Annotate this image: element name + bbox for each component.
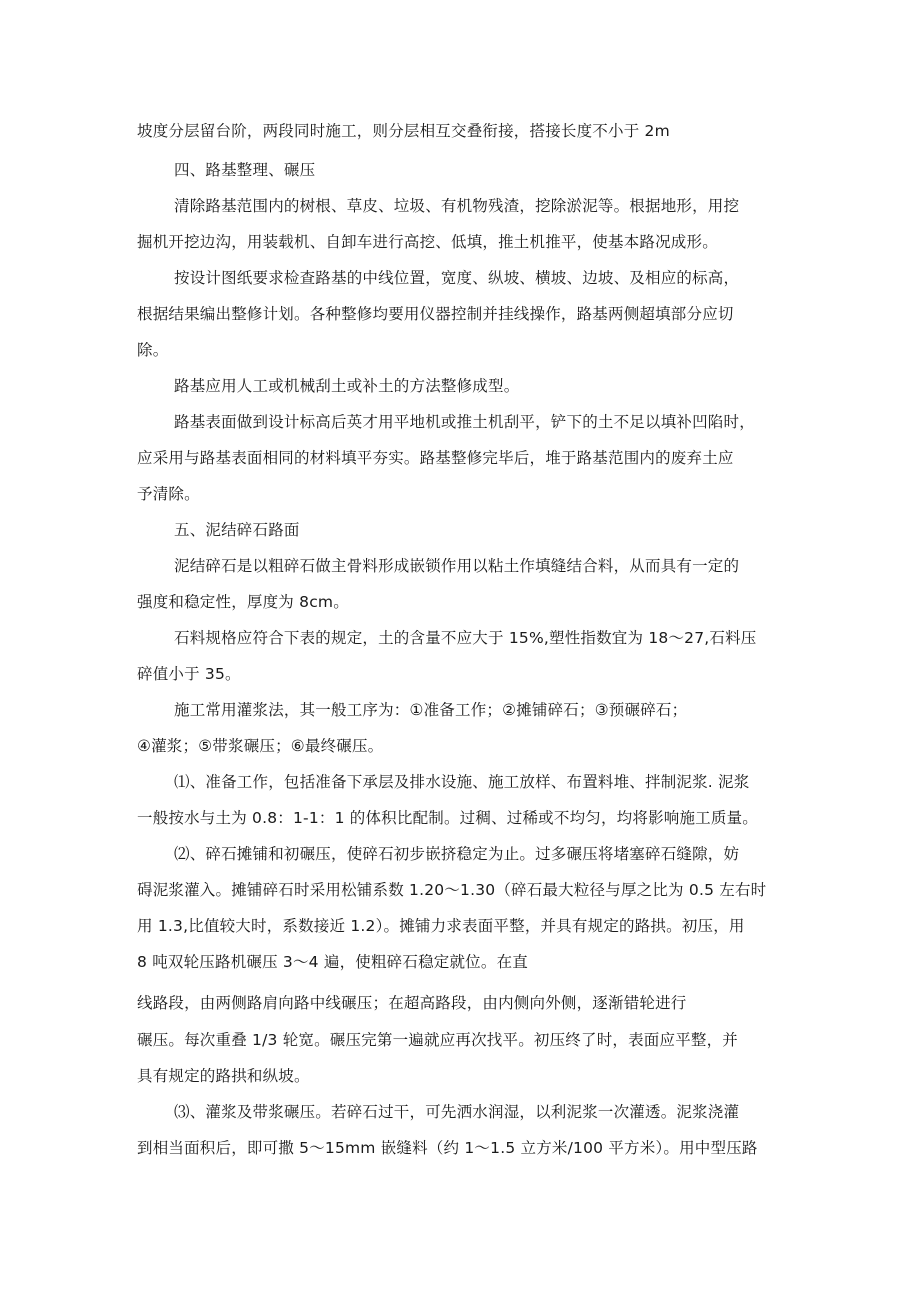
text-line: 一般按水与土为 0.8：1-1：1 的体积比配制。过稠、过稀或不均匀，均将影响施工质量。: [137, 809, 758, 827]
text-line: 除。: [137, 341, 169, 359]
section-heading: 五、泥结碎石路面: [174, 521, 300, 539]
text-line: 路基表面做到设计标高后英才用平地机或推土机刮平，铲下的土不足以填补凹陷时，: [174, 413, 755, 431]
text-line: 施工常用灌浆法，其一般工序为：①准备工作；②摊铺碎石；③预碾碎石；: [174, 701, 688, 719]
section-heading: 四、路基整理、碾压: [174, 161, 316, 179]
text-line: 石料规格应符合下表的规定，土的含量不应大于 15%,塑性指数宜为 18〜27,石料压: [174, 629, 757, 647]
text-line: 按设计图纸要求检查路基的中线位置，宽度、纵坡、横坡、边坡、及相应的标高，: [174, 269, 740, 287]
text-line: 碎值小于 35。: [137, 665, 241, 683]
text-line: 路基应用人工或机械刮土或补土的方法整修成型。: [174, 377, 520, 395]
text-line: 用 1.3,比值较大时，系数接近 1.2）。摊铺力求表面平整，并具有规定的路拱。初压，用: [137, 917, 745, 935]
text-line: 坡度分层留台阶，两段同时施工，则分层相互交叠衔接，搭接长度不小于 2m: [137, 122, 670, 140]
text-line: 应采用与路基表面相同的材料填平夯实。路基整修完毕后，堆于路基范围内的废弃土应: [137, 449, 734, 467]
text-line: 清除路基范围内的树根、草皮、垃圾、有机物残渣，挖除淤泥等。根据地形，用挖: [174, 197, 740, 215]
text-line: 根据结果编出整修计划。各种整修均要用仪器控制并挂线操作，路基两侧超填部分应切: [137, 305, 734, 323]
text-line: 予清除。: [137, 485, 200, 503]
text-line: 具有规定的路拱和纵坡。: [137, 1067, 310, 1085]
text-line: 强度和稳定性，厚度为 8cm。: [137, 593, 349, 611]
text-line: 掘机开挖边沟，用装载机、自卸车进行高挖、低填，推土机推平，使基本路况成形。: [137, 233, 718, 251]
text-line: ⑵、碎石摊铺和初碾压，使碎石初步嵌挤稳定为止。过多碾压将堵塞碎石缝隙，妨: [174, 845, 740, 863]
text-line: ⑶、灌浆及带浆碾压。若碎石过干，可先洒水润湿，以利泥浆一次灌透。泥浆浇灌: [174, 1103, 740, 1121]
text-line: 碾压。每次重叠 1/3 轮宽。碾压完第一遍就应再次找平。初压终了时，表面应平整，并: [137, 1031, 739, 1049]
text-line: ④灌浆；⑤带浆碾压；⑥最终碾压。: [137, 737, 384, 755]
text-line: 泥结碎石是以粗碎石做主骨料形成嵌锁作用以粘土作填缝结合料，从而具有一定的: [174, 557, 740, 575]
text-line: ⑴、准备工作，包括准备下承层及排水设施、施工放样、布置料堆、拌制泥浆. 泥浆: [174, 773, 750, 791]
text-line: 8 吨双轮压路机碾压 3〜4 遍，使粗碎石稳定就位。在直: [137, 953, 528, 971]
text-line: 线路段，由两侧路肩向路中线碾压；在超高路段，由内侧向外侧，逐渐错轮进行: [137, 994, 687, 1012]
text-line: 碍泥浆灌入。摊铺碎石时采用松铺系数 1.20〜1.30（碎石最大粒径与厚之比为 0.5 左右时: [137, 881, 767, 899]
text-line: 到相当面积后，即可撒 5〜15mm 嵌缝料（约 1〜1.5 立方米/100 平方米）。用中型压路: [137, 1139, 758, 1157]
